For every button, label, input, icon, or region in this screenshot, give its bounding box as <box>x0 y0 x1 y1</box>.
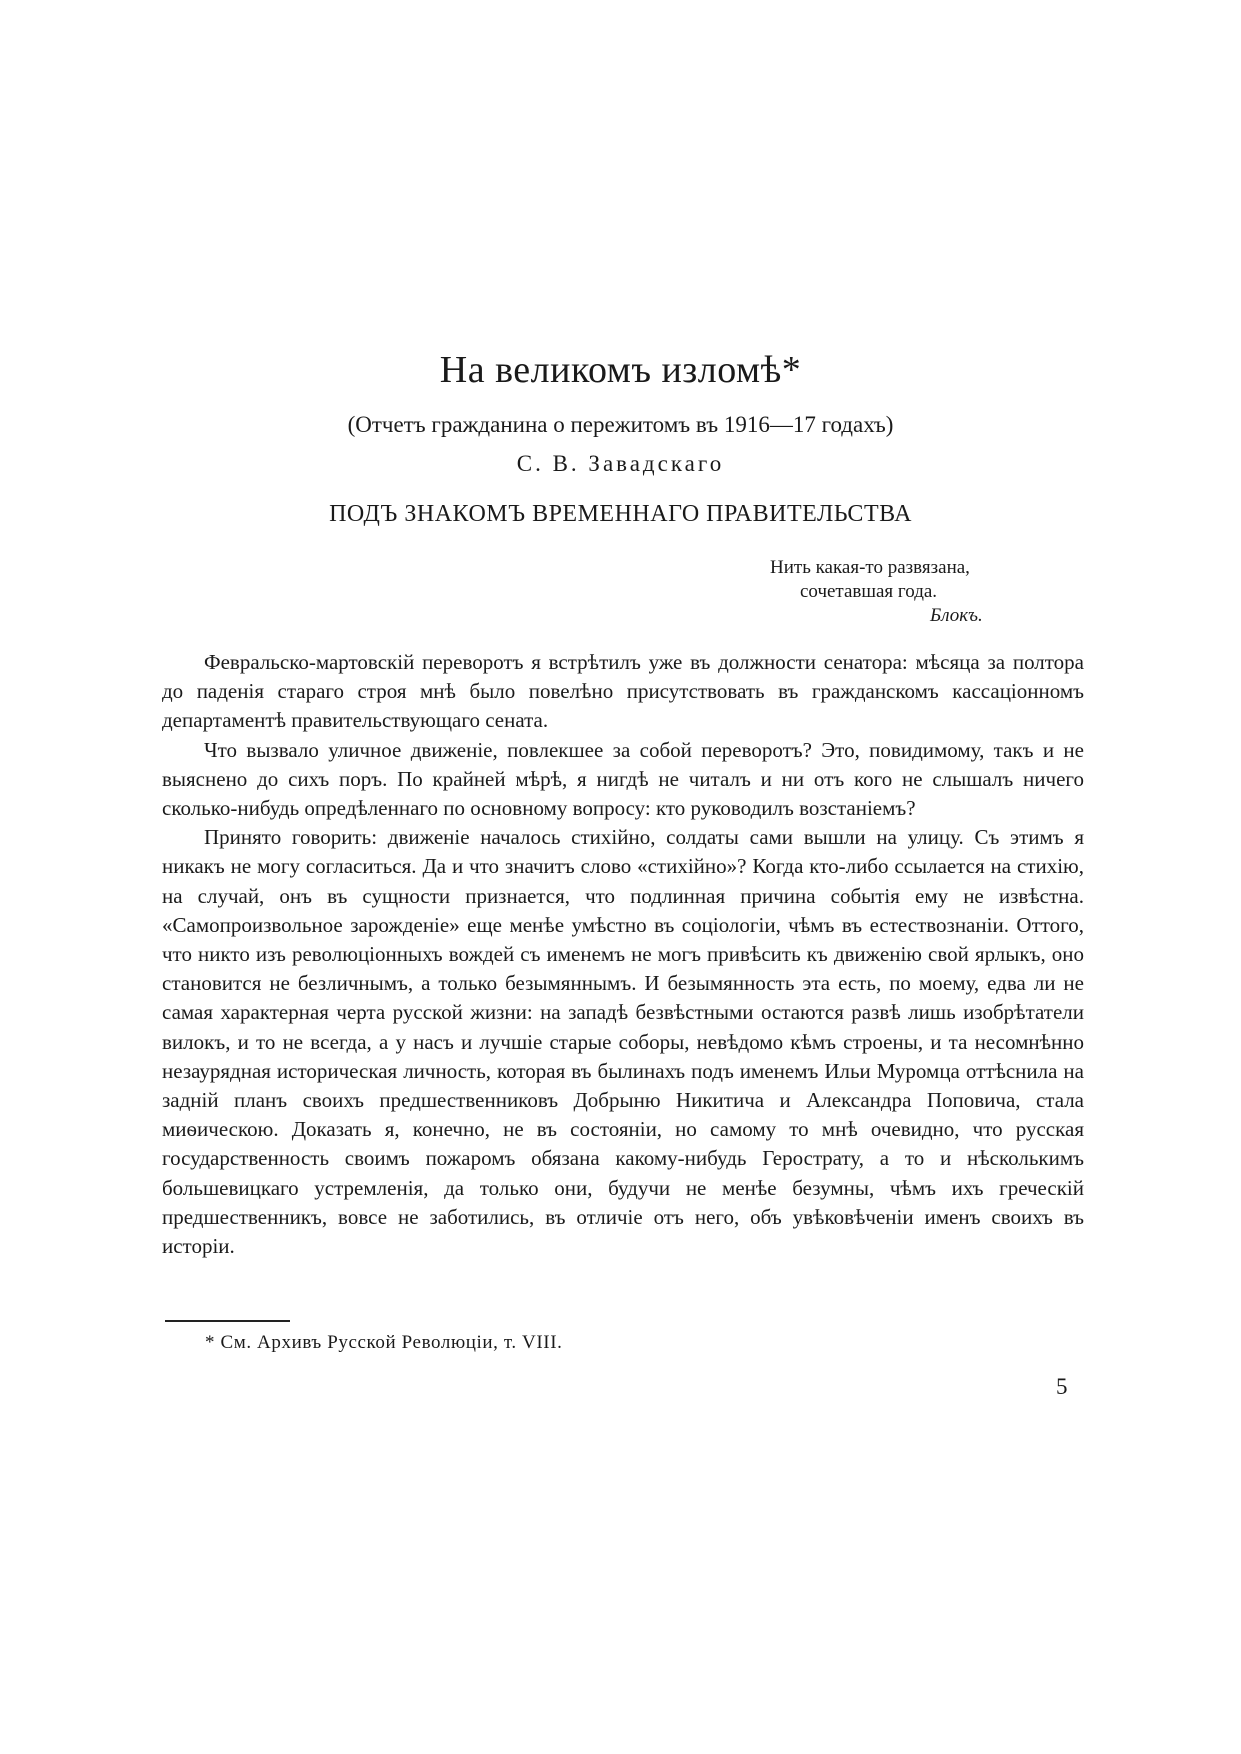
body-text <box>162 648 1084 1261</box>
article-title: На великомъ изломѣ* <box>439 349 802 391</box>
footnote: * См. Архивъ Русской Революціи, т. VIII. <box>205 1332 563 1353</box>
article-author: С. В. Завадскаго <box>516 451 725 476</box>
page-number: 5 <box>1056 1374 1068 1399</box>
epigraph <box>770 556 1070 628</box>
paragraph: Что вызвало уличное движеніе, повлекшее за собой переворотъ? Это, повидимому, такъ и не выяснено до сихъ поръ. По крайней мѣрѣ, я нигдѣ не читалъ и ни отъ кого не слышалъ ничего сколько-нибудь опредѣленнаго по основному вопросу: кто руководилъ возстаніемъ? <box>162 737 1084 821</box>
epigraph-attribution: Блокъ. <box>930 605 983 626</box>
section-heading: ПОДЪ ЗНАКОМЪ ВРЕМЕННАГО ПРАВИТЕЛЬСТВА <box>329 501 912 527</box>
epigraph-line-2: сочетавшая года. <box>800 581 938 602</box>
epigraph-line-1: Нить какая-то развязана, <box>770 557 970 578</box>
article-subtitle: (Отчетъ гражданина о пережитомъ въ 1916—17 годахъ) <box>347 412 894 437</box>
paragraph: Принято говорить: движеніе началось стихійно, солдаты сами вышли на улицу. Съ этимъ я никакъ не могу согласиться. Да и что значитъ слово «стихійно»? Когда кто-либо ссылается на стихію, на случай, онъ въ сущности признается, что подлинная причина событія ему не извѣстна. «Самопроизвольное зарожденіе» еще менѣе умѣстно въ соціологіи, чѣмъ въ естествознаніи. Оттого, что никто изъ революціонныхъ вождей съ именемъ не могъ привѣсить къ движенію свой ярлыкъ, оно становится не безличнымъ, а только безымяннымъ. И безымянность эта есть, по моему, едва ли не самая характерная черта русской жизни: на западѣ безвѣстными остаются развѣ лишь изобрѣтатели вилокъ, и то не всегда, а у насъ и лучшіе старые соборы, невѣдомо кѣмъ строены, и та несомнѣнно незаурядная историческая личность, которая въ былинахъ подъ именемъ Ильи Муромца оттѣснила на задній планъ своихъ предшественниковъ Добрыню Никитича и Александра Поповича, стала миѳическою. Доказать я, конечно, не въ состояніи, но самому то мнѣ очевидно, что русская государственность своимъ пожаромъ обязана какому-нибудь Геростpату, а то и нѣсколькимъ большевицкаго устремленія, да только они, будучи не менѣе безумны, чѣмъ ихъ греческій предшественникъ, вовсе не заботились, въ отличіе отъ него, объ увѣковѣченіи именъ своихъ въ исторіи. <box>162 825 1084 1259</box>
footnote-divider <box>165 1320 290 1322</box>
paragraph: Февральско-мартовскій переворотъ я встрѣтилъ уже въ должности сенатора: мѣсяца за полтора до паденія стараго строя мнѣ было повелѣно присутствовать въ гражданскомъ кассаціонномъ департаментѣ правительствующаго сената. <box>162 650 1084 733</box>
